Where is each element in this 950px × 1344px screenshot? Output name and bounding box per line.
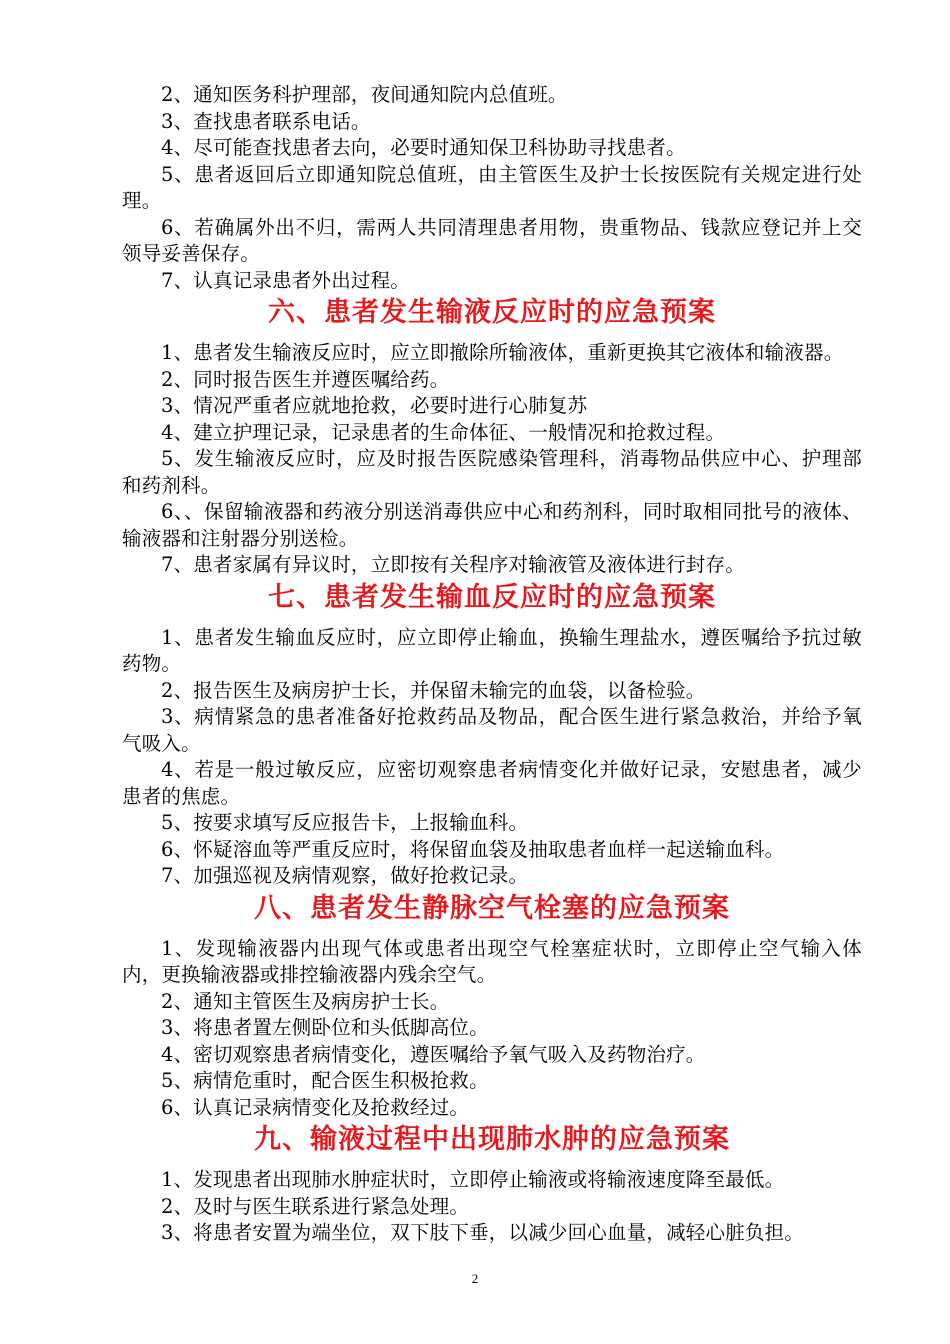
- list-item: 7、加强巡视及病情观察，做好抢救记录。: [161, 864, 529, 887]
- list-item: 5、发生输液反应时，应及时报告医院感染管理科，消毒物品供应中心、护理部和药剂科。: [122, 447, 862, 497]
- list-item: 2、同时报告医生并遵医嘱给药。: [161, 367, 450, 391]
- list-item: 4、建立护理记录，记录患者的生命体征、一般情况和抢救过程。: [161, 420, 726, 444]
- list-item: 5、患者返回后立即通知院总值班，由主管医生及护士长按医院有关规定进行处理。: [122, 162, 862, 212]
- list-item: 5、病情危重时，配合医生积极抢救。: [161, 1069, 489, 1092]
- list-item: 2、及时与医生联系进行紧急处理。: [161, 1194, 470, 1218]
- list-item: 3、情况严重者应就地抢救，必要时进行心肺复苏: [161, 394, 588, 417]
- section-heading: 六、患者发生输液反应时的应急预案: [268, 297, 716, 328]
- list-item: 4、尽可能查找患者去向，必要时通知保卫科协助寻找患者。: [161, 136, 686, 159]
- list-item: 3、将患者置左侧卧位和头低脚高位。: [161, 1016, 489, 1039]
- list-item: 2、报告医生及病房护士长，并保留未输完的血袋，以备检验。: [161, 678, 706, 702]
- list-item: 3、病情紧急的患者准备好抢救药品及物品，配合医生进行紧急救治，并给予氧气吸入。: [122, 705, 862, 755]
- document-body: [122, 82, 862, 1247]
- list-item: 7、患者家属有异议时，立即按有关程序对输液管及液体进行封存。: [161, 553, 745, 576]
- list-item: 6、、保留输液器和药液分别送消毒供应中心和药剂科，同时取相同批号的液体、输液器和注射器分别送检。: [122, 500, 862, 550]
- list-item: 6、怀疑溶血等严重反应时，将保留血袋及抽取患者血样一起送输血科。: [161, 837, 785, 861]
- list-item: 1、患者发生输液反应时，应立即撤除所输液体，重新更换其它液体和输液器。: [161, 341, 844, 364]
- list-item: 7、认真记录患者外出过程。: [161, 268, 411, 292]
- list-item: 6、若确属外出不归，需两人共同清理患者用物，贵重物品、钱款应登记并上交领导妥善保存。: [122, 215, 862, 265]
- list-item: 6、认真记录病情变化及抢救经过。: [161, 1095, 470, 1119]
- list-item: 2、通知主管医生及病房护士长。: [161, 989, 450, 1013]
- list-item: 1、发现患者出现肺水肿症状时，立即停止输液或将输液速度降至最低。: [161, 1168, 785, 1191]
- list-item: 4、密切观察患者病情变化，遵医嘱给予氧气吸入及药物治疗。: [161, 1042, 706, 1066]
- section-heading: 九、输液过程中出现肺水肿的应急预案: [254, 1124, 730, 1155]
- list-item: 1、发现输液器内出现气体或患者出现空气栓塞症状时，立即停止空气输入体内，更换输液器或排控输液器内残余空气。: [122, 936, 862, 986]
- list-item: 2、通知医务科护理部，夜间通知院内总值班。: [161, 83, 568, 106]
- list-item: 5、按要求填写反应报告卡，上报输血科。: [161, 811, 529, 834]
- list-item: 1、患者发生输血反应时，应立即停止输血，换输生理盐水，遵医嘱给予抗过敏药物。: [122, 625, 862, 675]
- section-heading: 八、患者发生静脉空气栓塞的应急预案: [254, 892, 730, 924]
- list-item: 4、若是一般过敏反应，应密切观察患者病情变化并做好记录，安慰患者，减少患者的焦虑。: [122, 758, 862, 808]
- page-number: 2: [471, 1271, 479, 1286]
- list-item: 3、将患者安置为端坐位，双下肢下垂，以减少回心血量，减轻心脏负担。: [161, 1221, 805, 1244]
- section-heading: 七、患者发生输血反应时的应急预案: [268, 581, 716, 613]
- list-item: 3、查找患者联系电话。: [161, 109, 371, 133]
